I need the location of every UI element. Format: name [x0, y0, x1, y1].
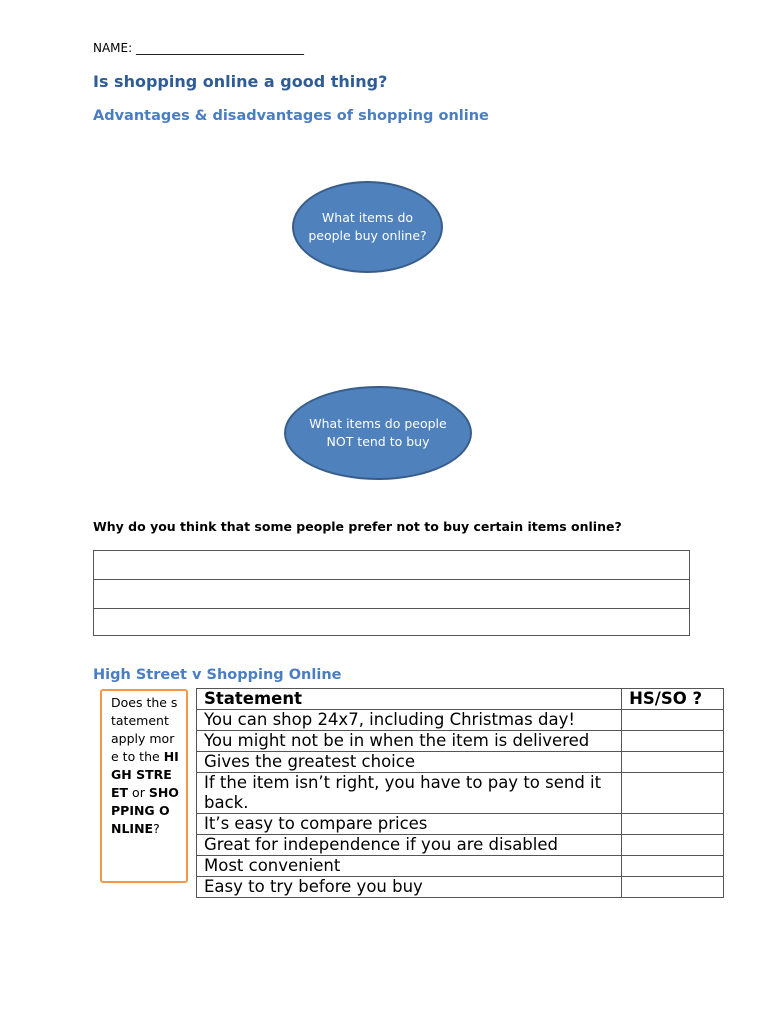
question-text: Why do you think that some people prefer not to buy certain items online?: [93, 519, 622, 534]
section-heading: High Street v Shopping Online: [93, 667, 342, 683]
statement-table: [196, 688, 724, 898]
answer-cell[interactable]: [622, 814, 724, 835]
answer-cell[interactable]: [622, 835, 724, 856]
table-row: [197, 835, 724, 856]
statement-cell: You can shop 24x7, including Christmas day!: [197, 710, 622, 731]
table-row: [197, 731, 724, 752]
instruction-note: [100, 689, 188, 883]
answer-box[interactable]: [93, 550, 690, 636]
statement-cell: Easy to try before you buy: [197, 877, 622, 898]
table-row: [197, 752, 724, 773]
table-row: [197, 856, 724, 877]
statement-cell: It’s easy to compare prices: [197, 814, 622, 835]
note-shopping-online: SHOPPING ONLINE: [111, 785, 179, 836]
statement-cell: If the item isn’t right, you have to pay to send it back.: [197, 773, 622, 814]
statement-cell: You might not be in when the item is delivered: [197, 731, 622, 752]
answer-cell[interactable]: [622, 752, 724, 773]
bubble-items-bought-online: [292, 181, 443, 273]
statement-cell: Gives the greatest choice: [197, 752, 622, 773]
name-field-label: NAME: ____________________________: [93, 41, 304, 55]
table-row: [197, 710, 724, 731]
bubble-text: What items do people buy online?: [308, 210, 427, 243]
note-high-street: HIGH STREET: [111, 749, 179, 800]
column-header-statement: Statement: [197, 689, 622, 710]
answer-cell[interactable]: [622, 877, 724, 898]
table-row: [197, 814, 724, 835]
answer-cell[interactable]: [622, 710, 724, 731]
column-header-hs-so: HS/SO ?: [622, 689, 724, 710]
page-title: Is shopping online a good thing?: [93, 72, 388, 91]
table-row: [197, 773, 724, 814]
note-text: ?: [153, 821, 160, 836]
table-header-row: [197, 689, 724, 710]
answer-cell[interactable]: [622, 773, 724, 814]
page-subtitle: Advantages & disadvantages of shopping online: [93, 108, 489, 124]
answer-cell[interactable]: [622, 856, 724, 877]
note-text: or: [128, 785, 149, 800]
table-row: [197, 877, 724, 898]
bubble-text: What items do people NOT tend to buy: [309, 416, 447, 449]
answer-line: [94, 608, 689, 609]
bubble-items-not-bought-online: [284, 386, 472, 480]
note-text: Does the statement apply more to the: [111, 695, 178, 764]
statement-cell: Great for independence if you are disabled: [197, 835, 622, 856]
answer-line: [94, 579, 689, 580]
answer-cell[interactable]: [622, 731, 724, 752]
statement-cell: Most convenient: [197, 856, 622, 877]
